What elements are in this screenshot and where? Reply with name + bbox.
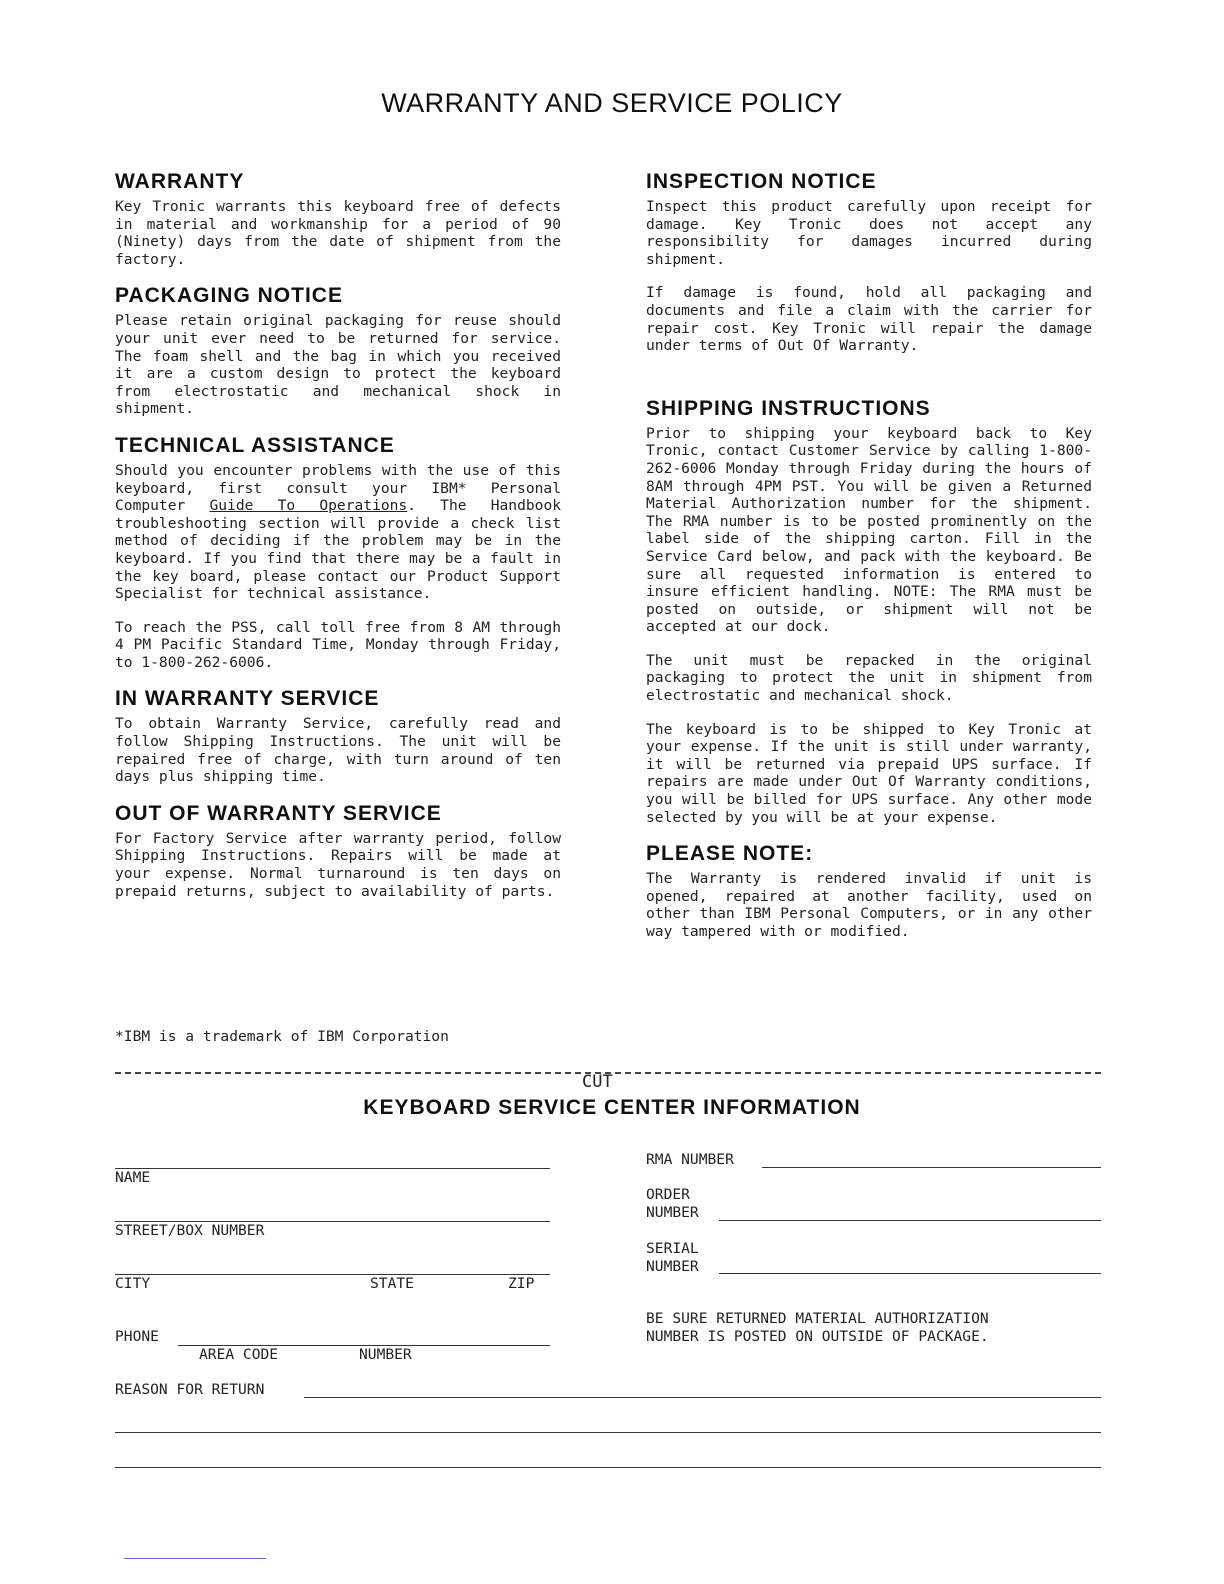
shipping-text: Prior to shipping your keyboard back to Key Tronic, contact Customer Service by calling 1-800-262-6006 Monday through Friday during the hours of 8AM through 4PM PST. You will be given a Returned Material Authorization number for the shipment. The RMA number is to be posted prominently on the label side of the shipping carton. Fill in the Service Card below, and pack with the keyboard. Be sure all requested information is entered to insure efficient handling. NOTE: The RMA must be posted on outside, or shipment will not be accepted at our dock.: [646, 424, 1092, 636]
technical-heading: TECHNICAL ASSISTANCE: [115, 433, 395, 457]
warranty-text: Key Tronic warrants this keyboard free of defects in material and workmanship for a period of 90 (Ninety) days from the date of shipment from the factory.: [115, 198, 561, 268]
left-column: [115, 170, 561, 916]
inspection-text: Inspect this product carefully upon receipt for damage. Key Tronic does not accept any responsibility for damages incurred during shipment.: [646, 198, 1092, 268]
in-warranty-heading: IN WARRANTY SERVICE: [115, 687, 380, 711]
inspection-damage-text: If damage is found, hold all packaging and documents and file a claim with the carrier for repair cost. Key Tronic will repair the damage under terms of Out Of Warranty.: [646, 284, 1092, 355]
rma-field[interactable]: [762, 1167, 1101, 1168]
in-warranty-text: To obtain Warranty Service, carefully read and follow Shipping Instructions. The unit will be repaired free of charge, with turn around of ten days plus shipping time.: [115, 715, 561, 786]
technical-text-part1: Should you encounter problems with the use of this keyboard, first consult your IBM* Personal Computer: [115, 461, 561, 515]
reason-field[interactable]: [304, 1397, 1101, 1398]
state-label: STATE: [370, 1275, 414, 1292]
serial-label-2: NUMBER: [646, 1258, 699, 1275]
reason-field-line-3[interactable]: [115, 1467, 1101, 1468]
trademark-note: *IBM is a trademark of IBM Corporation: [115, 1028, 449, 1045]
phone-label: PHONE: [115, 1328, 159, 1345]
reason-label: REASON FOR RETURN: [115, 1381, 265, 1398]
cut-label: CUT: [582, 1072, 613, 1092]
pss-contact-text: To reach the PSS, call toll free from 8 AM through 4 PM Pacific Standard Time, Monday through Friday, to 1-800-262-6006.: [115, 618, 561, 671]
warranty-heading: WARRANTY: [115, 170, 245, 193]
city-label: CITY: [115, 1275, 151, 1292]
street-label: STREET/BOX NUMBER: [115, 1222, 265, 1239]
inspection-heading: INSPECTION NOTICE: [646, 170, 877, 193]
reason-field-line-2[interactable]: [115, 1432, 1101, 1433]
name-field[interactable]: [115, 1168, 550, 1169]
out-warranty-text: For Factory Service after warranty period, follow Shipping Instructions. Repairs will be made at your expense. Normal turnaround is ten days on prepaid returns, subject to availability of parts.: [115, 829, 561, 900]
rma-notice-line-1: BE SURE RETURNED MATERIAL AUTHORIZATION: [646, 1310, 989, 1327]
please-note-heading: PLEASE NOTE:: [646, 842, 814, 866]
zip-label: ZIP: [508, 1275, 535, 1292]
page-title: WARRANTY AND SERVICE POLICY: [381, 88, 843, 118]
page-edge-mark: [124, 1558, 266, 1559]
right-column: [646, 170, 1092, 957]
serial-field[interactable]: [719, 1273, 1101, 1274]
out-warranty-heading: OUT OF WARRANTY SERVICE: [115, 801, 442, 825]
technical-text-part2: . The Handbook troubleshooting section will provide a check list method of deciding if the problem may be in the keyboard. If you find that there may be a fault in the key board, please contact our Product Support Specialist for technical assistance.: [115, 497, 562, 603]
rma-notice-line-2: NUMBER IS POSTED ON OUTSIDE OF PACKAGE.: [646, 1328, 989, 1345]
rma-label: RMA NUMBER: [646, 1151, 734, 1168]
name-label: NAME: [115, 1169, 151, 1186]
order-label-1: ORDER: [646, 1186, 690, 1203]
shipping-repack-text: The unit must be repacked in the original packaging to protect the unit in shipment from electrostatic and mechanical shock.: [646, 651, 1092, 705]
form-title: KEYBOARD SERVICE CENTER INFORMATION: [363, 1096, 861, 1119]
city-state-zip-field[interactable]: [115, 1274, 550, 1275]
order-field[interactable]: [719, 1220, 1101, 1221]
phone-number-label: NUMBER: [359, 1346, 412, 1363]
shipping-heading: SHIPPING INSTRUCTIONS: [646, 396, 931, 420]
shipping-expense-text: The keyboard is to be shipped to Key Tronic at your expense. If the unit is still under warranty, it will be returned via prepaid UPS surface. If repairs are made under Out Of Warranty conditions, you will be billed for UPS surface. Any other mode selected by you will be at your expense.: [646, 720, 1092, 826]
please-note-text: The Warranty is rendered invalid if unit is opened, repaired at another facility, used on other than IBM Personal Computers, or in any other way tampered with or modified.: [646, 870, 1092, 940]
packaging-heading: PACKAGING NOTICE: [115, 284, 343, 308]
area-code-label: AREA CODE: [199, 1346, 279, 1363]
packaging-text: Please retain original packaging for reuse should your unit ever need to be returned for service. The foam shell and the bag in which you received it are a custom design to protect the keyboard from electrostatic and mechanical shock in shipment.: [115, 312, 561, 418]
technical-text: [115, 462, 561, 603]
order-label-2: NUMBER: [646, 1204, 699, 1221]
guide-to-operations-title: Guide To Operations: [209, 497, 408, 515]
serial-label-1: SERIAL: [646, 1240, 699, 1257]
